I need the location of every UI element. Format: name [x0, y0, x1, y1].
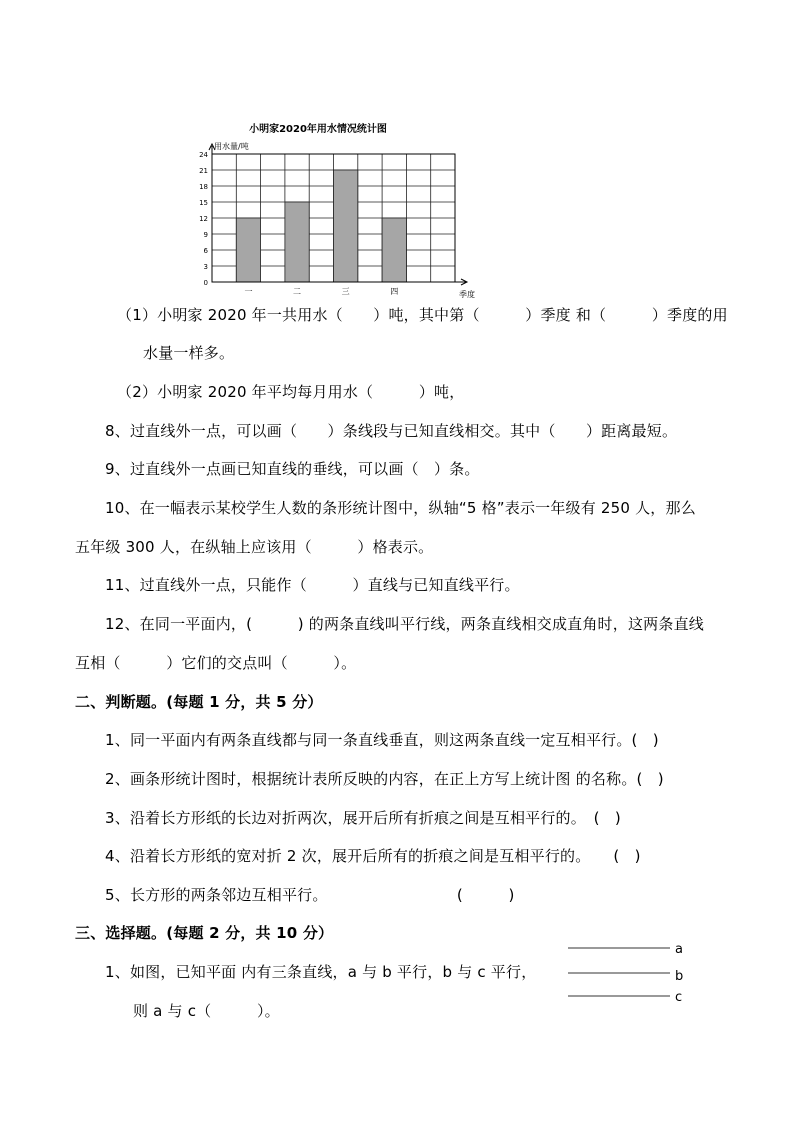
judgement-item-4: 4、沿着长方形纸的宽对折 2 次，展开后所有的折痕之间是互相平行的。 ( ) — [105, 847, 641, 865]
judgement-item-1: 1、同一平面内有两条直线都与同一条直线垂直，则这两条直线一定互相平行。( ) — [105, 731, 659, 749]
label-b: b — [675, 969, 684, 984]
chart-ylabel: 用水量/吨 — [214, 142, 249, 151]
bar-quarter-3 — [334, 170, 358, 282]
bar-quarter-2 — [285, 202, 309, 282]
label-a: a — [675, 942, 683, 957]
x-tick-label: 三 — [341, 287, 350, 296]
choice-question-1-line-2: 则 a 与 c（ ）。 — [133, 1002, 280, 1020]
y-tick-label: 6 — [203, 247, 208, 255]
water-usage-chart — [192, 118, 492, 304]
bar-quarter-1 — [236, 218, 260, 282]
question-12-line-1: 12、在同一平面内，( ) 的两条直线叫平行线，两条直线相交成直角时，这两条直线 — [105, 615, 704, 633]
question-9: 9、过直线外一点画已知直线的垂线，可以画（ ）条。 — [105, 460, 480, 478]
y-tick-label: 3 — [203, 263, 208, 271]
question-7-part-2: （2）小明家 2020 年平均每月用水（ ）吨， — [117, 383, 465, 401]
question-7-part-1-line-2: 水量一样多。 — [143, 344, 235, 362]
y-tick-label: 12 — [199, 215, 208, 223]
x-tick-label: 二 — [293, 287, 302, 296]
chart-bars — [236, 170, 406, 282]
question-7-part-1-line-1: （1）小明家 2020 年一共用水（ ）吨，其中第（ ）季度 和（ ）季度的用 — [117, 306, 728, 324]
judgement-item-5: 5、长方形的两条邻边互相平行。 ( ) — [105, 886, 515, 904]
question-8: 8、过直线外一点，可以画（ ）条线段与已知直线相交。其中（ ）距离最短。 — [105, 422, 678, 440]
y-tick-label: 15 — [199, 199, 208, 207]
label-c: c — [675, 990, 683, 1005]
judgement-item-3: 3、沿着长方形纸的长边对折两次，展开后所有折痕之间是互相平行的。 ( ) — [105, 809, 621, 827]
chart-title: 小明家2020年用水情况统计图 — [249, 124, 387, 135]
x-tick-label: 四 — [390, 287, 399, 296]
chart-xlabel: 季度 — [459, 290, 475, 299]
question-10-line-2: 五年级 300 人，在纵轴上应该用（ ）格表示。 — [75, 538, 434, 556]
y-tick-label: 21 — [199, 167, 208, 175]
question-11: 11、过直线外一点，只能作（ ）直线与已知直线平行。 — [105, 576, 520, 594]
chart-x-tick-labels — [244, 287, 398, 296]
question-10-line-1: 10、在一幅表示某校学生人数的条形统计图中，纵轴“5 格”表示一年级有 250 人，那么 — [105, 499, 696, 517]
y-tick-label: 24 — [199, 151, 208, 159]
y-tick-label: 18 — [199, 183, 208, 191]
y-tick-label: 0 — [203, 279, 208, 287]
judgement-item-2: 2、画条形统计图时，根据统计表所反映的内容，在正上方写上统计图 的名称。( ) — [105, 770, 664, 788]
y-tick-label: 9 — [203, 231, 208, 239]
question-12-line-2: 互相（ ）它们的交点叫（ ）。 — [75, 654, 357, 672]
choice-question-1-line-1: 1、如图，已知平面 内有三条直线，a 与 b 平行，b 与 c 平行， — [105, 963, 537, 981]
x-tick-label: 一 — [244, 287, 253, 296]
section-2-heading: 二、判断题。(每题 1 分，共 5 分） — [75, 693, 323, 711]
chart-y-tick-labels — [199, 151, 208, 287]
bar-quarter-4 — [382, 218, 406, 282]
section-3-heading: 三、选择题。(每题 2 分，共 10 分） — [75, 924, 334, 942]
parallel-lines-figure — [560, 938, 700, 1008]
